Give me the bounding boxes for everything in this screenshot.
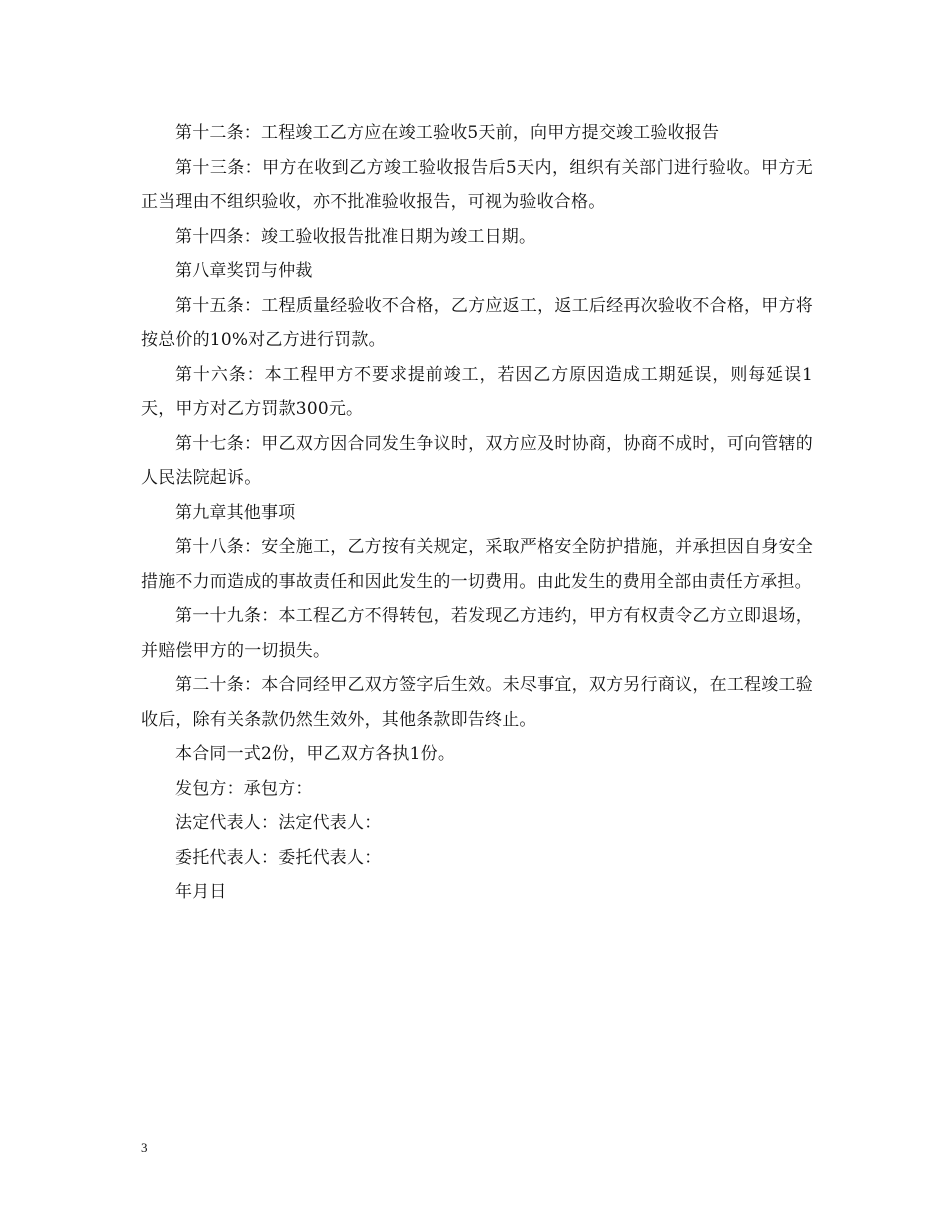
- chapter-heading-8: 第八章奖罚与仲裁: [175, 261, 313, 281]
- paragraph-copies: 本合同一式2份，甲乙双方各执1份。: [175, 744, 456, 764]
- paragraph-article-19: 第一十九条：本工程乙方不得转包，若发现乙方违约，甲方有权责令乙方立即退场，并赔偿甲方的一切损失。: [141, 606, 813, 661]
- signature-legal-representatives: 法定代表人：法定代表人：: [175, 813, 382, 833]
- paragraph-article-12: 第十二条：工程竣工乙方应在竣工验收5天前，向甲方提交竣工验收报告: [175, 123, 720, 143]
- signature-parties: 发包方：承包方：: [175, 778, 313, 799]
- paragraph-article-16: 第十六条：本工程甲方不要求提前竣工，若因乙方原因造成工期延误，则每延误1天，甲方对乙方罚款300元。: [141, 364, 813, 419]
- paragraph-article-14: 第十四条：竣工验收报告批准日期为竣工日期。: [175, 226, 537, 247]
- page-number: 3: [141, 1140, 148, 1155]
- document-body: [141, 116, 813, 910]
- paragraph-article-15: 第十五条：工程质量经验收不合格，乙方应返工，返工后经再次验收不合格，甲方将按总价的10%对乙方进行罚款。: [141, 295, 813, 350]
- paragraph-article-17: 第十七条：甲乙双方因合同发生争议时，双方应及时协商，协商不成时，可向管辖的人民法院起诉。: [141, 433, 813, 488]
- chapter-heading-9: 第九章其他事项: [175, 502, 296, 523]
- signature-date: 年月日: [175, 882, 227, 902]
- paragraph-article-18: 第十八条：安全施工，乙方按有关规定，采取严格安全防护措施，并承担因自身安全措施不力而造成的事故责任和因此发生的一切费用。由此发生的费用全部由责任方承担。: [141, 537, 813, 592]
- paragraph-article-20: 第二十条：本合同经甲乙双方签字后生效。未尽事宜，双方另行商议，在工程竣工验收后，除有关条款仍然生效外，其他条款即告终止。: [141, 675, 813, 730]
- signature-authorized-representatives: 委托代表人：委托代表人：: [175, 847, 382, 868]
- paragraph-article-13: 第十三条：甲方在收到乙方竣工验收报告后5天内，组织有关部门进行验收。甲方无正当理由不组织验收，亦不批准验收报告，可视为验收合格。: [141, 157, 813, 212]
